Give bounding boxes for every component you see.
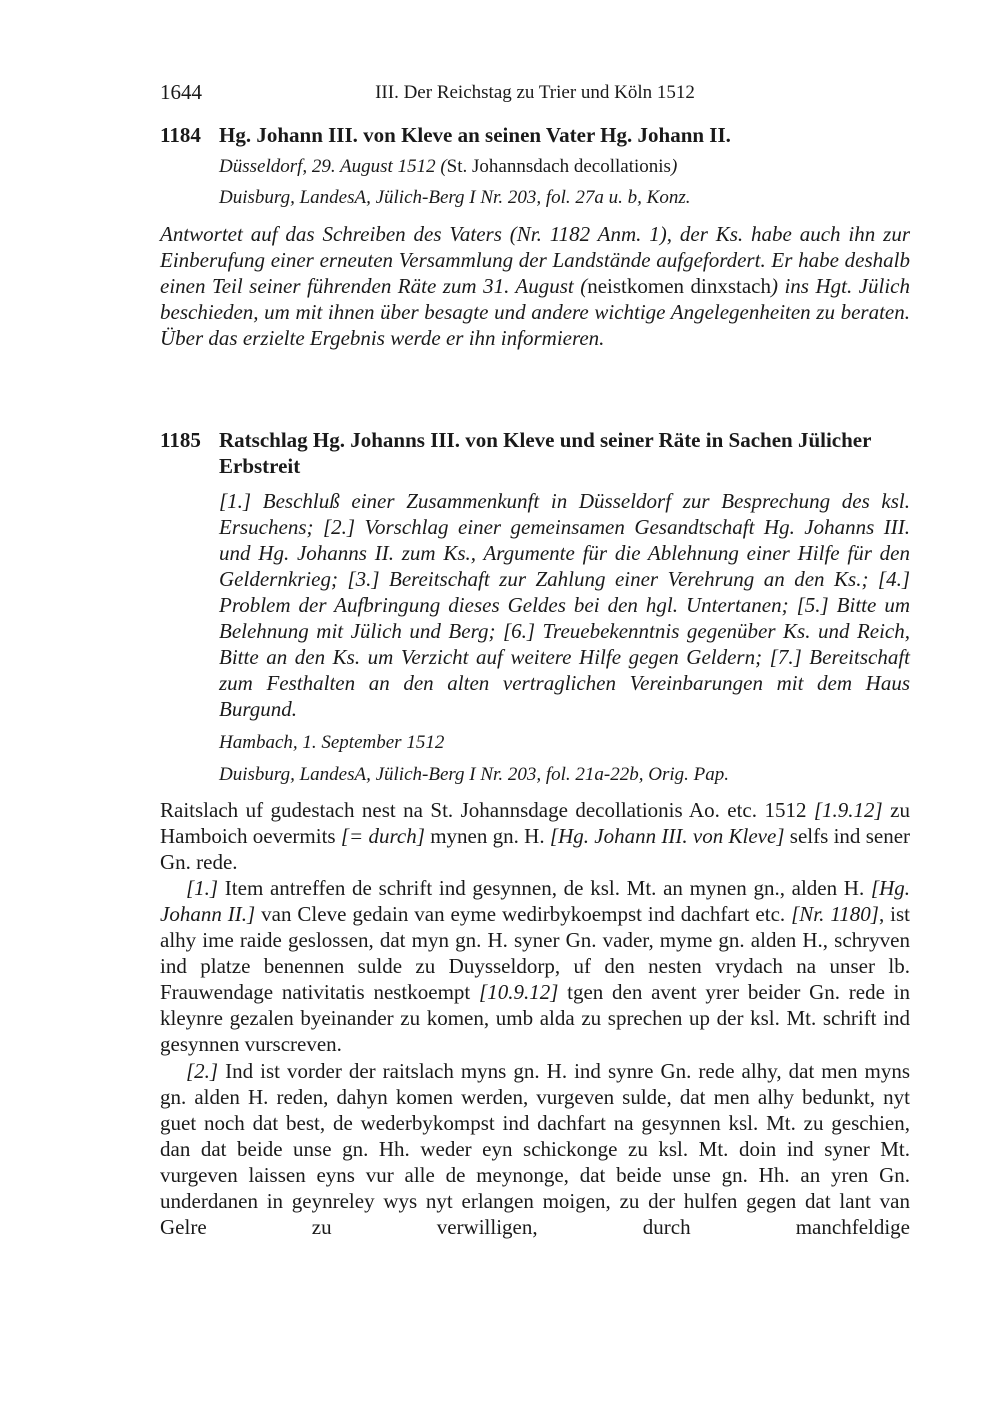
entry-1185-date: Hambach, 1. September 1512 <box>219 732 445 753</box>
feast-day: St. Johannsdach decollationis <box>446 156 671 177</box>
entry-1184-date: Düsseldorf, 29. August 1512 (St. Johannsdach decollationis) <box>219 156 678 177</box>
entry-1185-intro: Raitslach uf gudestach nest na St. Johannsdage decollationis Ao. etc. 1512 [1.9.12] zu Hamboich oevermits [= durch] mynen gn. H. [Hg. Johann III. von Kleve] selfs ind sener Gn. rede. <box>160 798 911 874</box>
cross-reference: [Nr. 1180] <box>791 902 879 926</box>
editorial-identification: [Hg. Johann II.] <box>160 876 910 926</box>
entry-title: Ratschlag Hg. Johanns III. von Kleve und seiner Räte in Sachen Jülicher Erbstreit <box>219 428 872 478</box>
editorial-gloss: [= durch] <box>340 824 425 848</box>
entry-1185-paragraph-2: [2.] Ind ist vorder der raitslach myns gn. H. ind synre Gn. rede alhy, dat men myns gn. alden H. reden, dahyn komen werden, vurgeven sulde, dat men alhy bedunkt, nyt guet noch dat best, de wederbykompst ind dachfart na gesynnen ksl. Mt. zu geschien, dan dat beide unse gn. Hh. weder eyn schickonge zu ksl. Mt. doin ind syner Mt. vurgeven laissen eyns vur alle de meynonge, dat beide unse gn. Hh. an yren Gn. underdanen in geynreley wys nyt erlangen moigen, zu der hulfen gegen dat lant van Gelre zu verwilligen, durch manchfeldige <box>160 1059 910 1239</box>
entry-1185-heading <box>160 427 910 479</box>
entry-title: Hg. Johann III. von Kleve an seinen Vater Hg. Johann II. <box>219 123 731 147</box>
entry-1185-source: Duisburg, LandesA, Jülich-Berg I Nr. 203, fol. 21a-22b, Orig. Pap. <box>219 764 729 785</box>
running-head <box>160 80 910 106</box>
running-title: III. Der Reichstag zu Trier und Köln 1512 <box>375 82 695 103</box>
entry-number: 1184 <box>160 123 201 147</box>
editorial-date: [1.9.12] <box>813 798 883 822</box>
editorial-date: [10.9.12] <box>479 980 559 1004</box>
section-marker: [2.] <box>186 1059 219 1083</box>
entry-1184-source: Duisburg, LandesA, Jülich-Berg I Nr. 203, fol. 27a u. b, Konz. <box>219 187 691 208</box>
section-marker: [1.] <box>186 876 219 900</box>
entry-1184-heading <box>160 122 910 148</box>
entry-1185-regest: [1.] Beschluß einer Zusammenkunft in Düsseldorf zur Besprechung des ksl. Ersuchens; [2.] Vorschlag einer gemeinsamen Gesandtschaft Hg. Johanns III. und Hg. Johanns II. zum Ks., Argumente für die Ablehnung einer Hilfe für den Geldernkrieg; [3.] Bereitschaft zur Zahlung einer Verehrung an den Ks.; [4.] Problem der Aufbringung dieses Geldes bei den hgl. Untertanen; [5.] Bitte um Belehnung mit Jülich und Berg; [6.] Treuebekenntnis gegenüber Ks. und Reich, Bitte an den Ks. um Verzicht auf weitere Hilfe gegen Geldern; [7.] Bereitschaft zum Festhalten an den alten vertraglichen Vereinbarungen mit dem Haus Burgund. <box>219 489 910 721</box>
entry-1185-paragraph-1: [1.] Item antreffen de schrift ind gesynnen, de ksl. Mt. an mynen gn., alden H. [Hg. Johann II.] van Cleve gedain van eyme wedirbykoempst ind dachfart etc. [Nr. 1180], ist alhy ime raide geslossen, dat myn gn. H. syner Gn. vader, myme gn. alden H., schryven ind platze benennen sulde zu Duysseldorp, uf den nesten vrydach na unser lb. Frauwendage nativitatis nestkoempt [10.9.12] tgen den avent yrer beider Gn. rede in kleynre gezalen byeinander zu komen, umb alda zu sprechen up der ksl. Mt. schrift ind gesynnen vurscreven. <box>160 876 910 1056</box>
editorial-identification: [Hg. Johann III. von Kleve] <box>549 824 785 848</box>
page-number: 1644 <box>160 80 202 104</box>
entry-number: 1185 <box>160 428 201 452</box>
quoted-date: neistkomen dinxstach <box>587 274 771 298</box>
entry-1184-summary: Antwortet auf das Schreiben des Vaters (Nr. 1182 Anm. 1), der Ks. habe auch ihn zur Einberufung einer erneuten Versammlung der Landstände aufgefordert. Er habe deshalb einen Teil seiner führenden Räte zum 31. August (neistkomen dinxstach) ins Hgt. Jülich beschieden, um mit ihnen über besagte und andere wichtige Angelegenheiten zu beraten. Über das erzielte Ergebnis werde er ihn informieren. <box>160 222 910 350</box>
